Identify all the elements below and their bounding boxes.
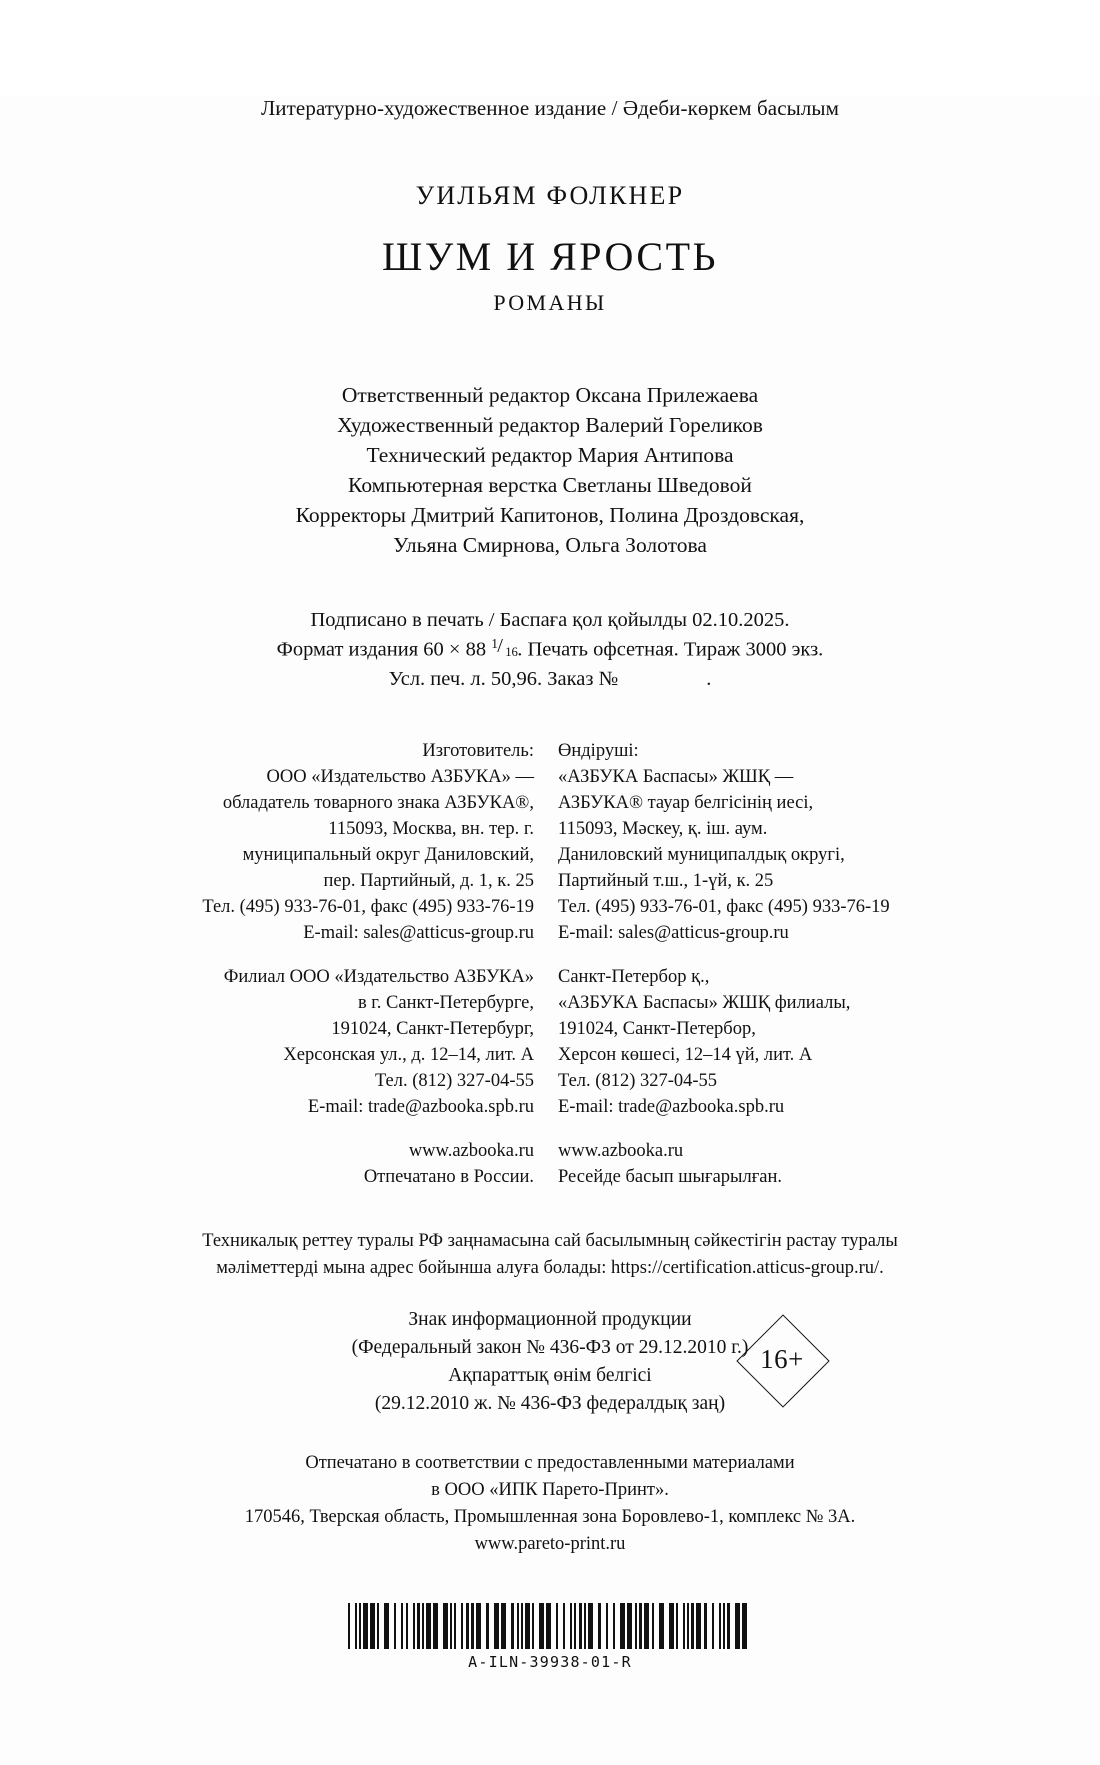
colophon-page [0, 96, 1100, 1765]
print-run-block [0, 606, 1100, 694]
age-rating-label: 16+ [760, 1344, 804, 1374]
printing-house-block [0, 1450, 1100, 1558]
printer-website-link[interactable]: www.pareto-print.ru [474, 1533, 626, 1554]
age-rating-badge [736, 1314, 828, 1406]
age-mark-line: (29.12.2010 ж. № 436-ФЗ федералдық заң) [374, 1392, 726, 1414]
barcode-block [0, 1594, 1100, 1671]
certification-note [0, 1228, 1100, 1282]
fraction-numerator: 1 [491, 636, 498, 652]
pub-website-link[interactable]: www.azbooka.ru [558, 1140, 684, 1161]
age-mark-line: Ақпараттық өнім белгісі [448, 1364, 652, 1386]
publisher-columns [0, 738, 1100, 1190]
credits-block [0, 380, 1100, 560]
format-fraction [491, 634, 518, 659]
printer-line: в ООО «ИПК Парето-Принт». [431, 1479, 669, 1500]
age-mark-line: Знак информационной продукции [408, 1308, 692, 1330]
barcode-image [348, 1603, 752, 1649]
credit-line: Корректоры Дмитрий Капитонов, Полина Дроздовская, [295, 503, 805, 527]
format-line-suffix: . Печать офсетная. Тираж 3000 экз. [517, 638, 824, 661]
pub-line: 115093, Мәскеу, қ. іш. аум. [558, 818, 768, 839]
pub-email-line[interactable]: E-mail: trade@azbooka.spb.ru [558, 1096, 785, 1117]
sheets-order-suffix: . [706, 667, 712, 690]
credit-line: Ответственный редактор Оксана Прилежаева [341, 383, 759, 407]
pub-line: Изготовитель: [422, 740, 534, 761]
credit-line: Ульяна Смирнова, Ольга Золотова [393, 533, 707, 557]
pub-line: Ресейде басып шығарылған. [558, 1166, 783, 1187]
format-line [0, 635, 1100, 665]
pub-phone-line: Тел. (495) 933-76-01, факс (495) 933-76-19 [558, 896, 890, 917]
pub-phone-line: Тел. (495) 933-76-01, факс (495) 933-76-19 [202, 896, 534, 917]
barcode-number: A-ILN-39938-01-R [468, 1652, 632, 1671]
web-group-kk [558, 1138, 918, 1190]
signed-to-print-line: Подписано в печать / Баспаға қол қойылды 02.10.2025. [310, 609, 790, 631]
pub-line: обладатель товарного знака АЗБУКА®, [222, 792, 534, 813]
age-mark-block [0, 1306, 1100, 1430]
edition-line: Литературно-художественное издание / Әдеби-көркем басылым [260, 96, 840, 120]
pub-line: 191024, Санкт-Петербор, [558, 1018, 756, 1039]
pub-email-line[interactable]: E-mail: sales@atticus-group.ru [558, 922, 789, 943]
credit-line: Художественный редактор Валерий Гореликов [337, 413, 763, 437]
pub-line: АЗБУКА® тауар белгісінің иесі, [558, 792, 814, 813]
pub-email-line[interactable]: E-mail: trade@azbooka.spb.ru [307, 1096, 534, 1117]
credit-line: Компьютерная верстка Светланы Шведовой [348, 473, 752, 497]
pub-line: в г. Санкт-Петербурге, [357, 992, 534, 1013]
pub-line: 115093, Москва, вн. тер. г. [328, 818, 534, 839]
web-group-ru [182, 1138, 534, 1190]
author-name: УИЛЬЯМ ФОЛКНЕР [415, 181, 685, 210]
pub-line: Өндіруші: [558, 740, 639, 761]
pub-line: 191024, Санкт-Петербург, [331, 1018, 534, 1039]
fraction-denominator: 16 [505, 644, 518, 659]
pub-line: Санкт-Петербор қ., [558, 966, 710, 987]
format-line-prefix: Формат издания 60 × 88 [276, 638, 492, 661]
manufacturer-group-kk [558, 738, 918, 946]
pub-line: «АЗБУКА Баспасы» ЖШҚ филиалы, [558, 992, 851, 1013]
sheets-order-line [0, 665, 1100, 694]
age-mark-line: (Федеральный закон № 436-ФЗ от 29.12.2010 г.) [351, 1336, 749, 1358]
manufacturer-group-ru [182, 738, 534, 946]
pub-line: пер. Партийный, д. 1, к. 25 [323, 870, 534, 891]
pub-line: муниципальный округ Даниловский, [242, 844, 534, 865]
printer-line: Отпечатано в соответствии с предоставленными материалами [305, 1452, 795, 1473]
pub-line: Херсонская ул., д. 12–14, лит. А [283, 1044, 534, 1065]
pub-line: Даниловский муниципалдық округі, [558, 844, 845, 865]
fraction-slash: / [497, 634, 503, 657]
publisher-column-ru [182, 738, 534, 1190]
age-mark-text [0, 1306, 1100, 1418]
book-subtitle: РОМАНЫ [493, 290, 607, 315]
publisher-column-kk [558, 738, 918, 1190]
branch-group-kk [558, 964, 918, 1120]
pub-line: Филиал ООО «Издательство АЗБУКА» [223, 966, 534, 987]
cert-note-line: Техникалық реттеу туралы РФ заңнамасына сай басылымның сәйкестігін растау туралы [202, 1230, 898, 1251]
printer-line: 170546, Тверская область, Промышленная зона Боровлево-1, комплекс № 3А. [244, 1506, 856, 1527]
pub-line: ООО «Издательство АЗБУКА» — [266, 766, 534, 787]
sheets-order-prefix: Усл. печ. л. 50,96. Заказ № [388, 667, 619, 690]
pub-email-line[interactable]: E-mail: sales@atticus-group.ru [303, 922, 534, 943]
pub-phone-line: Тел. (812) 327-04-55 [374, 1070, 534, 1091]
book-title: ШУМ И ЯРОСТЬ [382, 234, 718, 279]
pub-line: Херсон көшесі, 12–14 үй, лит. А [558, 1044, 813, 1065]
pub-line: «АЗБУКА Баспасы» ЖШҚ — [558, 766, 794, 787]
pub-phone-line: Тел. (812) 327-04-55 [558, 1070, 718, 1091]
pub-website-link[interactable]: www.azbooka.ru [408, 1140, 534, 1161]
cert-note-line[interactable]: мәліметтерді мына адрес бойынша алуға болады: https://certification.atticus-group.ru/. [216, 1257, 884, 1278]
branch-group-ru [182, 964, 534, 1120]
pub-line: Отпечатано в России. [363, 1166, 534, 1187]
pub-line: Партийный т.ш., 1-үй, к. 25 [558, 870, 774, 891]
credit-line: Технический редактор Мария Антипова [366, 443, 734, 467]
